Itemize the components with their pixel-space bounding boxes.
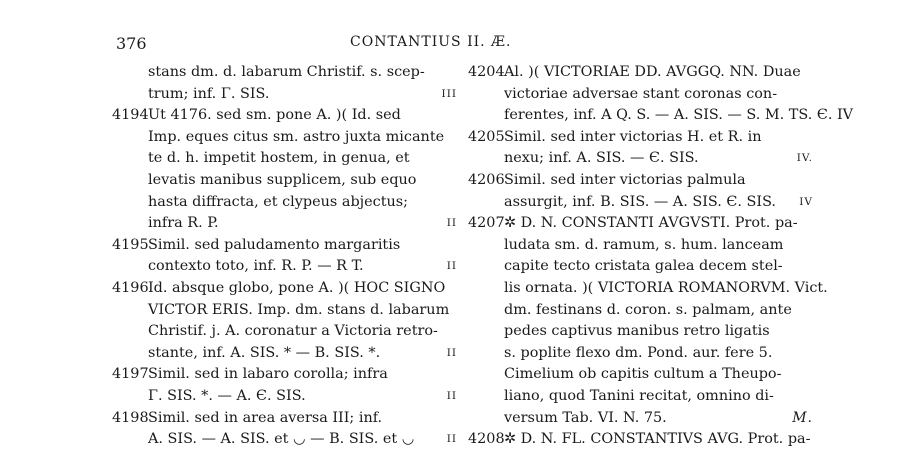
entry-text: stante, inf. A. SIS. * — B. SIS. *. (148, 344, 381, 361)
text-line (112, 300, 457, 322)
text-line (468, 105, 854, 127)
entry-number: 4204 (468, 64, 505, 80)
text-line (112, 148, 457, 170)
entry-text: s. poplite flexo dm. Pond. aur. fere 5. (504, 344, 773, 361)
entry-text: Simil. sed inter victorias palmula (504, 171, 746, 188)
entry-text: versum Tab. VI. N. 75. (504, 409, 667, 426)
text-line (112, 408, 457, 430)
entry-number: 4196 (112, 279, 149, 296)
right-column (468, 62, 854, 451)
text-line (468, 235, 813, 257)
entry-text: nexu; inf. A. SIS. — Є. SIS. (504, 150, 699, 167)
entry-text: Cimelium ob capitis cultum a Theupo- (504, 366, 782, 383)
rarity-mark: II (446, 346, 457, 359)
entry-text: ludata sm. d. ramum, s. hum. lanceam (504, 236, 784, 253)
entry-text: Id. absque globo, pone A. )( HOC SIGNO (148, 279, 446, 296)
text-line (468, 84, 813, 106)
text-line (112, 343, 457, 365)
text-line (112, 278, 457, 300)
rarity-mark: II (446, 260, 457, 273)
text-line (112, 84, 457, 106)
text-line (468, 256, 813, 278)
entry-text: lis ornata. )( VICTORIA ROMANORVM. Vict. (504, 279, 828, 296)
entry-text: trum; inf. Γ. SIS. (148, 85, 270, 102)
text-line (468, 170, 813, 192)
entry-number: 4198 (112, 409, 149, 426)
rarity-mark: II (446, 217, 457, 230)
text-line (112, 105, 457, 127)
entry-text: Al. )( VICTORIAE DD. AVGGQ. NN. Duae (504, 64, 801, 80)
text-line (468, 148, 813, 170)
text-line (468, 429, 813, 451)
text-line (468, 192, 813, 214)
page-number: 376 (116, 34, 147, 53)
text-line (468, 213, 813, 235)
entry-text: capite tecto cristata galea decem stel- (504, 258, 783, 275)
entry-text: ferentes, inf. A Q. S. — A. SIS. — S. M. TS. Є. IV (504, 107, 854, 124)
rarity-mark: II (446, 433, 457, 446)
entry-number: 4205 (468, 128, 505, 145)
entry-text: ✲ D. N. CONSTANTI AVGVSTI. Prot. pa- (504, 215, 798, 232)
rarity-mark: M. (792, 409, 813, 426)
text-line (112, 429, 457, 451)
entry-text: VICTOR ERIS. Imp. dm. stans d. labarum (148, 301, 450, 318)
text-line (468, 300, 813, 322)
entry-number: 4207 (468, 215, 505, 232)
entry-text: te d. h. impetit hostem, in genua, et (148, 150, 410, 167)
rarity-mark: IV (799, 195, 813, 208)
entry-text: Ut 4176. sed sm. pone A. )( Id. sed (148, 107, 401, 124)
text-line (112, 127, 457, 149)
entry-number: 4195 (112, 236, 149, 253)
text-line (468, 343, 813, 365)
entry-text: Γ. SIS. *. — A. Є. SIS. (148, 387, 306, 404)
text-line (112, 192, 457, 214)
entry-text: stans dm. d. labarum Christif. s. scep- (148, 64, 425, 80)
rarity-mark: II (446, 389, 457, 402)
entry-text: Simil. sed in area aversa III; inf. (148, 409, 383, 426)
text-line (468, 364, 813, 386)
entry-text: Simil. sed paludamento margaritis (148, 236, 401, 253)
entry-number: 4194 (112, 107, 149, 124)
text-line (468, 127, 813, 149)
text-line (468, 386, 813, 408)
entry-text: victoriae adversae stant coronas con- (504, 85, 778, 102)
text-line (468, 321, 813, 343)
text-line (112, 213, 457, 235)
page-header (0, 34, 902, 54)
entry-text: contexto toto, inf. R. P. — R T. (148, 258, 364, 275)
entry-text: pedes captivus manibus retro ligatis (504, 323, 770, 340)
entry-text: hasta diffracta, et clypeus abjectus; (148, 193, 408, 210)
entry-text: A. SIS. — A. SIS. et ◡ — B. SIS. et ◡ (148, 431, 415, 448)
text-line (112, 256, 457, 278)
text-line (112, 170, 457, 192)
running-head: CONTANTIUS II. Æ. (350, 34, 512, 50)
entry-text: assurgit, inf. B. SIS. — A. SIS. Є. SIS. (504, 193, 777, 210)
text-line (112, 321, 457, 343)
entry-number: 4206 (468, 171, 505, 188)
text-line (468, 278, 828, 300)
entry-number: 4208 (468, 431, 505, 448)
entry-text: Simil. sed in labaro corolla; infra (148, 366, 388, 383)
text-line (112, 62, 457, 84)
entry-text: liano, quod Tanini recitat, omnino di- (504, 387, 774, 404)
entry-number: 4197 (112, 366, 149, 383)
text-line (112, 235, 457, 257)
entry-text: Christif. j. A. coronatur a Victoria retro- (148, 323, 438, 340)
entry-text: dm. festinans d. coron. s. palmam, ante (504, 301, 792, 318)
text-line (468, 408, 813, 430)
text-line (112, 386, 457, 408)
entry-text: levatis manibus supplicem, sub equo (148, 171, 417, 188)
entry-text: Simil. sed inter victorias H. et R. in (504, 128, 762, 145)
text-line (112, 364, 457, 386)
entry-text: Imp. eques citus sm. astro juxta micante (148, 128, 445, 145)
left-column (112, 62, 457, 451)
text-line (468, 62, 813, 84)
rarity-mark: III (441, 87, 457, 100)
rarity-mark: IV. (796, 152, 813, 165)
entry-text: ✲ D. N. FL. CONSTANTIVS AVG. Prot. pa- (504, 431, 811, 448)
entry-text: infra R. P. (148, 215, 219, 232)
